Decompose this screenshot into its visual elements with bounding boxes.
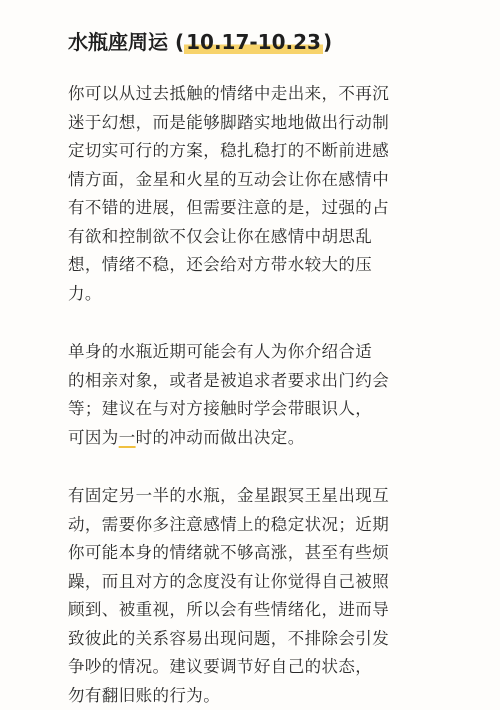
paragraph-line: 有不错的进展，但需要注意的是，过强的占 (68, 194, 478, 223)
paragraph-line: 想，情绪不稳，还会给对方带水较大的压 (68, 251, 478, 280)
text-segment: 时的冲动而做出决定。 (136, 428, 305, 447)
paragraph-line: 你可能本身的情绪就不够高涨，甚至有些烦 (68, 539, 478, 568)
highlighted-text: 一 (119, 428, 136, 447)
title-end: ) (323, 30, 332, 54)
paragraph-line: 迷于幻想，而是能够脚踏实地地做出行动制 (68, 109, 478, 138)
paragraph-line: 力。 (68, 280, 478, 309)
paragraph-line: 等；建议在与对方接触时学会带眼识人， (68, 395, 478, 424)
paragraph-line: 定切实可行的方案，稳扎稳打的不断前进感 (68, 137, 478, 166)
paragraph-line: 情方面，金星和火星的互动会让你在感情中 (68, 166, 478, 195)
paragraph-line: 争吵的情况。建议要调节好自己的状态， (68, 653, 478, 682)
paragraph-line: 致彼此的关系容易出现问题，不排除会引发 (68, 625, 478, 654)
paragraph-line: 动，需要你多注意感情上的稳定状况；近期 (68, 511, 478, 540)
paragraph-partnered (68, 482, 478, 710)
paragraph-line: 的相亲对象，或者是被追求者要求出门约会 (68, 367, 478, 396)
text-segment: 可因为 (68, 428, 119, 447)
paragraph-line: 有欲和控制欲不仅会让你在感情中胡思乱 (68, 223, 478, 252)
paragraph-single (68, 338, 478, 452)
paragraph-line: 单身的水瓶近期可能会有人为你介绍合适 (68, 338, 478, 367)
title-date-range: 10.17-10.23 (184, 30, 323, 54)
paragraph-line: 勿有翻旧账的行为。 (68, 682, 478, 710)
paragraph-line-last (68, 424, 478, 453)
paragraph-line: 你可以从过去抵触的情绪中走出来，不再沉 (68, 80, 478, 109)
paragraph-line: 躁，而且对方的念度没有让你觉得自己被照 (68, 568, 478, 597)
page-title (68, 28, 478, 56)
paragraph-line: 顾到、被重视，所以会有些情绪化，进而导 (68, 596, 478, 625)
paragraph-general (68, 80, 478, 308)
title-main: 水瓶座周运 ( (68, 30, 184, 54)
paragraph-line: 有固定另一半的水瓶，金星跟冥王星出现互 (68, 482, 478, 511)
